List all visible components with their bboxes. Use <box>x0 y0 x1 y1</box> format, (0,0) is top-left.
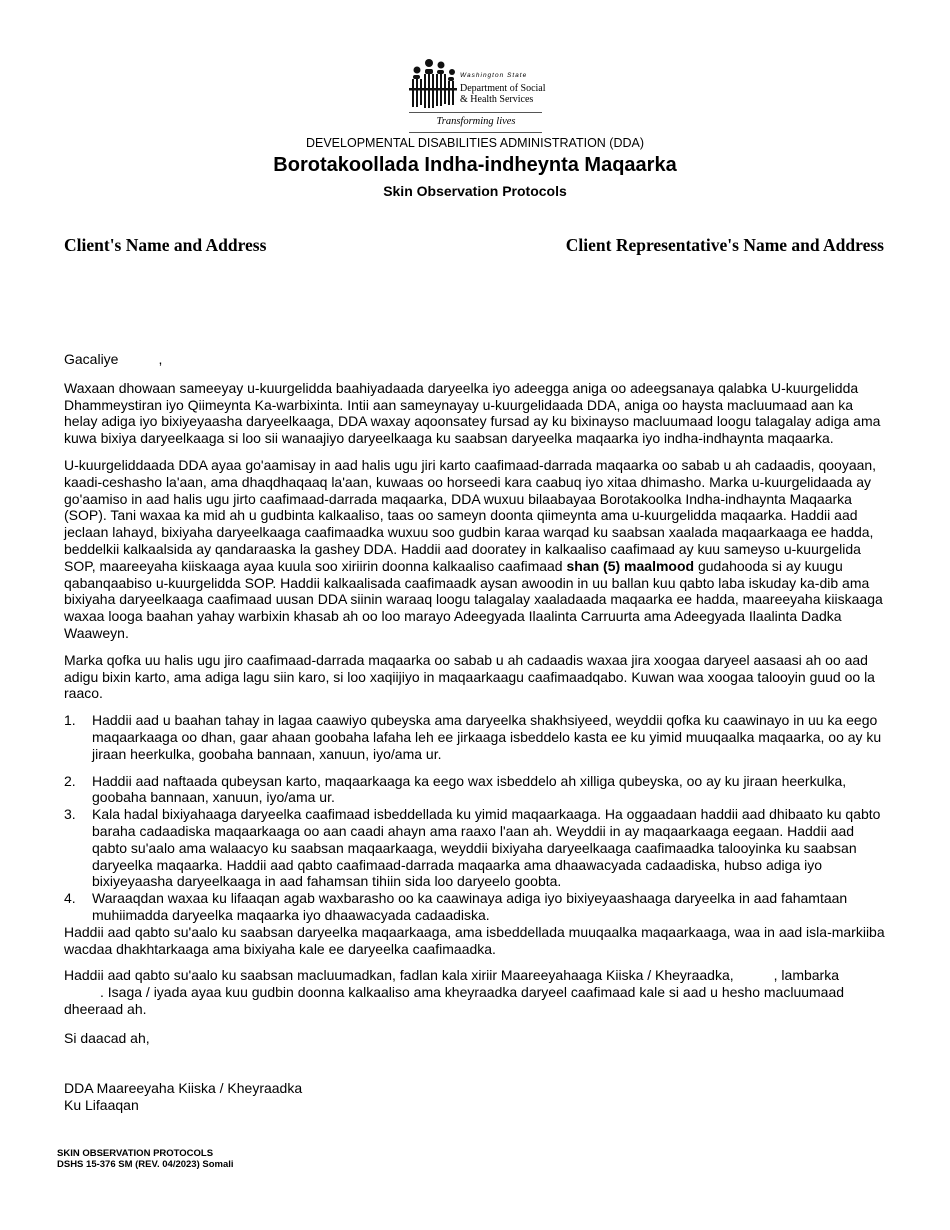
form-footer <box>57 1148 234 1170</box>
closing: Si daacad ah, <box>64 1029 150 1046</box>
list-item-number: 1. <box>64 712 76 729</box>
paragraph-5 <box>64 967 886 1017</box>
logo-rule-bottom <box>409 132 542 133</box>
letter-body <box>64 351 886 1114</box>
people-logo-icon <box>407 58 459 112</box>
enclosure: Ku Lifaaqan <box>64 1097 139 1114</box>
logo-rule-top <box>409 112 542 113</box>
salutation-comma: , <box>158 351 163 367</box>
page-title: Borotakoollada Indha-indheynta Maqaarka <box>273 154 677 176</box>
client-address-heading: Client's Name and Address <box>64 235 267 255</box>
paragraph-2 <box>64 457 886 642</box>
paragraph-4: Haddii aad qabto su'aalo ku saabsan daryeelka maqaarkaaga, ama isbeddellada muuqaalka maqaarkaaga, waa in aad isla-markiiba wacdaa dhakhtarkaaga ama bixiyaha kale ee daryeelka caafimaadka. <box>64 923 885 957</box>
paragraph-1: Waxaan dhowaan sameeyay u-kuurgelidda baahiyadaada daryeelka iyo adeegga aniga oo adeegsanaya qalabka U-kuurgelidda Dhammeystiran iyo Qiimeynta Ka-warbixinta. Intii aan sameynayay u-kuurgelidaada DDA, aniga oo haysta macluumaad aan ka helay adiga iyo bixiyeyaasha daryeelkaaga, DDA waxay aqoonsatey fursad ay ku bixinayso macluumaad loogu talagalay adiga ama kuwa bixiya daryeelkaaga si loo sii wanaajiyo daryeelkaaga ku saabsan daryeelka maqaarka iyo indha-indhaynta maqaarka. <box>64 379 881 447</box>
salutation <box>64 351 886 368</box>
logo-line-1: Department of Social <box>460 83 546 94</box>
logo-line-2: & Health Services <box>460 94 534 105</box>
list-item <box>64 712 886 762</box>
paragraph-5-part-a: Haddii aad qabto su'aalo ku saabsan macluumadkan, fadlan kala xiriir Maareeyahaaga Kiiska / Kheyraadka, <box>64 967 734 984</box>
paragraph-5-part-b: , lambarka <box>773 967 839 984</box>
list-item-number: 4. <box>64 890 76 907</box>
list-item-text: Haddii aad naftaada qubeysan karto, maqaarkaaga ka eego wax isbeddelo ah xilliga qubeyska, oo ay ku jiraan heerkulka, goobaha bannaan, xanuun, iyo/ama ur. <box>92 772 847 806</box>
list-item <box>64 806 886 890</box>
paragraph-5-part-c: . Isaga / iyada ayaa kuu gudbin doonna kalkaaliso ama kheyraadka daryeel caafimaad kale si aad u hesho macluumaad dheeraad ah. <box>64 984 845 1017</box>
agency-name: DEVELOPMENTAL DISABILITIES ADMINISTRATION (DDA) <box>305 136 645 150</box>
paragraph-3: Marka qofka uu halis ugu jiro caafimaad-darrada maqaarka oo sabab u ah cadaadis waxaa jira xoogaa daryeel aasaasi ah oo aad adigu bixin karto, ama adiga lagu siin karo, si loo xaqiijiyo in maqaarkaagu caafimaadqabo. Kuwan waa xoogaa talooyin guud oo la raaco. <box>64 651 875 702</box>
list-item-text: Kala hadal bixiyahaaga daryeelka caafimaad isbeddellada ku yimid maqaarkaaga. Ha oggaadaan haddii aad dhibaato ku qabto baraha cadaadiska maqaarkaaga oo aan caadi ahayn ama raaxo l'aan ah. Weyddii in ay maqaarkaaga eegaan. Haddii aad qabto su'aalo ama walaacyo ku saabsan maqaarkaaga, weyddii bixiyaha daryeelkaaga caafimaadka talooyinka ku saabsan daryeelka maqaarka. Haddii aad qabto caafimaad-darrada maqaarka ama dhaawacyada cadaadiska, hubso adiga iyo bixiyeyaasha daryeelkaaga in aad fahamsan tihiin sida loo daryeelo goobta. <box>92 806 881 890</box>
paragraph-2-bold: shan (5) maalmood <box>566 557 695 574</box>
list-item-number: 3. <box>64 806 76 823</box>
list-item-text: Haddii aad u baahan tahay in lagaa caawiyo qubeyska ama daryeelka shakhsiyeed, weyddii qofka ku caawinayo in uu ka eego maqaarkaaga oo dhan, gaar ahaan goobaha lafaha leh ee jirkaaga isbeddelo kasta ee ku yimid muuqaalka maqaarka, oo ay ku jiraan heerkulka, goobaha bannaan, xanuun, iyo/ama ur. <box>92 712 882 762</box>
paragraph-2-part-a: U-kuurgeliddaada DDA ayaa go'aamisay in aad halis ugu jiri karto caafimaad-darrada maqaarka oo sabab u ah cadaadis, qooyaan, kaadi-ceshasho la'aan, ama dhaqdhaqaaq la'aan, kuwaas oo horseedi kara caabuq iyo xitaa dhimasho. Marka u-kuurgelidaada ay go'aamiso in aad halis ugu jirto caafimaad-darrada maqaarka, DDA wuxuu bilaabayaa Borotakoolka Indha-indhaynta Maqaarka (SOP). Tani waxaa ka mid ah u gudbinta kalkaaliso, taas oo sameyn doonta qiimeynta ama u-kuurgelidda maqaarka. Haddii aad jeclaan lahayd, bixiyaha daryeelkaaga caafimaadka wuxuu soo gudbin karaa warqad ku saabsan xaalada maqaarkaaga ee hadda, beddelkii kalkaalsida ay qandaraaska la gashey DDA. Haddii aad dooratey in kalkaaliso caafimaad ay kuu sameyso u-kuurgelida SOP, maareeyaha kiiskaaga ayaa kuula soo xiriirin doonna kalkaaliso caafimaad <box>64 456 877 574</box>
representative-address-heading: Client Representative's Name and Address <box>565 235 884 255</box>
list-item <box>64 890 886 924</box>
salutation-text: Gacaliye <box>64 351 119 367</box>
list-item-number: 2. <box>64 772 76 789</box>
dshs-logo <box>405 58 547 136</box>
page-subtitle: Skin Observation Protocols <box>383 183 567 199</box>
footer-form-title: SKIN OBSERVATION PROTOCOLS <box>57 1148 214 1159</box>
list-item <box>64 773 886 807</box>
list-item-text: Waraaqdan waxaa ku lifaaqan agab waxbarasho oo ka caawinaya adiga iyo bixiyeyaashaaga daryeelka in aad fahamtaan muhiimadda daryeelka maqaarka iyo dhaawacyada cadaadiska. <box>92 890 848 923</box>
footer-form-number: DSHS 15-376 SM (REV. 04/2023) Somali <box>57 1159 234 1170</box>
signer: DDA Maareeyaha Kiiska / Kheyraadka <box>64 1080 303 1097</box>
logo-tagline: Transforming lives <box>436 116 516 127</box>
paragraph-2-part-b: gudahooda si ay kuugu qabanqaabiso u-kuurgelidda SOP. Haddii kalkaalisada caafimaadk aysan awoodin in uu ballan kuu qabto laba iskuday ka-dib ama bixiyaha daryeelkaaga caafimaad uusan DDA siinin waraaq loogu talagalay xaaladaada maqaarka ee hadda, maareeyaha kiiskaaga waxaa looga baahan yahay warbixin khasab ah oo loo marayo Adeegyada Ilaalinta Carruurta ama Adeegyada Ilaalinta Dadka Waaweyn. <box>64 557 883 641</box>
logo-state: Washington State <box>460 72 528 79</box>
